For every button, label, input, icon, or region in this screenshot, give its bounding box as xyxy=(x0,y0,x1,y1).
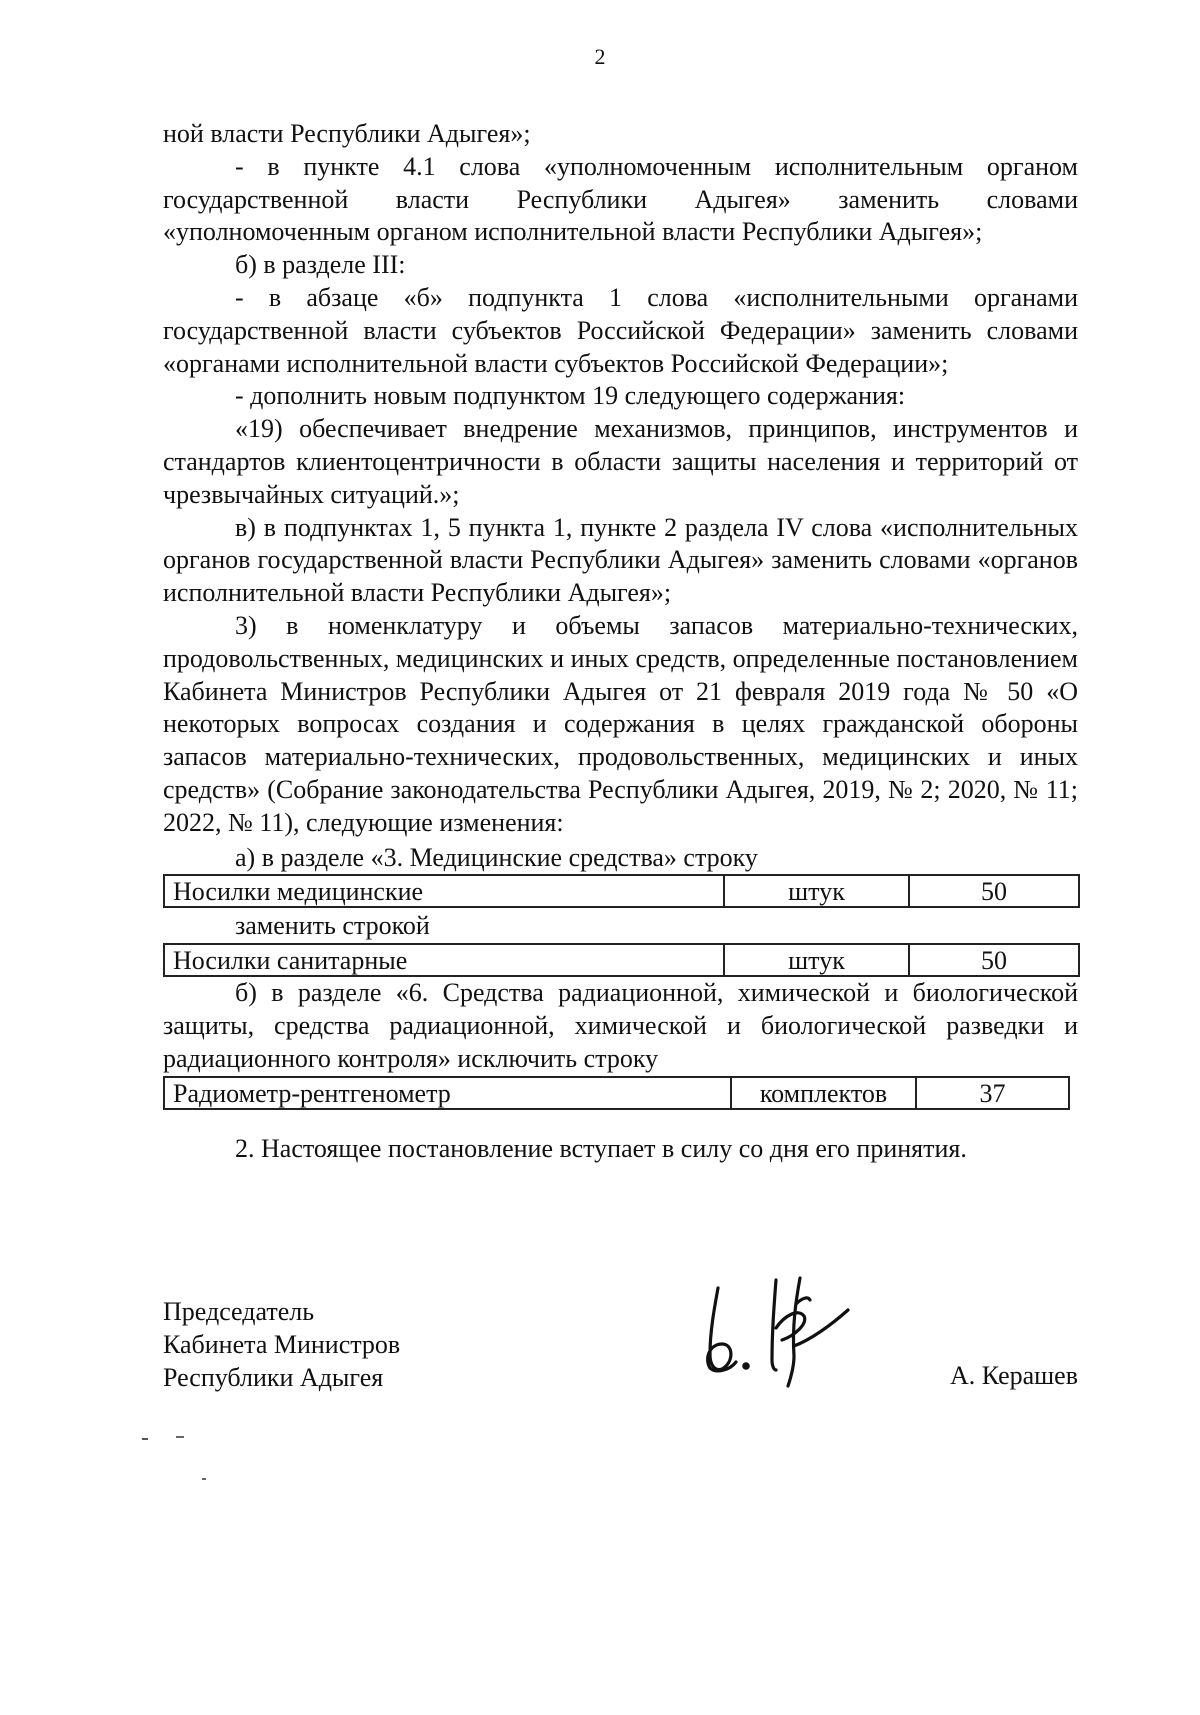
item-name-cell: Носилки санитарные xyxy=(164,944,724,976)
table-medical-stretchers xyxy=(163,874,1080,908)
quantity-cell: 50 xyxy=(909,944,1079,976)
item-name-cell: Радиометр-рентгенометр xyxy=(164,1077,731,1109)
paragraph: б) в разделе III: xyxy=(235,250,406,280)
signer-title xyxy=(163,1295,400,1394)
page-number: 2 xyxy=(594,44,606,69)
paragraph: заменить строкой xyxy=(235,911,430,941)
handwritten-signature xyxy=(680,1270,870,1400)
signer-title-line: Председатель xyxy=(163,1297,315,1326)
table-row xyxy=(164,1077,1069,1109)
paragraph: 3) в номенклатуру и объемы запасов материально-технических, продовольственных, медицинских и иных средств, определенные постановлением Кабинета Министров Республики Адыгея от 21 февраля 2019 года № 50 «О некоторых вопросах создания и содержания в целях гражданской обороны запасов материально-технических, продовольственных, медицинских и иных средств» (Собрание законодательства Республики Адыгея, 2019, № 2; 2020, № 11; 2022, № 11), следующие изменения: xyxy=(163,610,1078,837)
paragraph: б) в разделе «6. Средства радиационной, химической и биологической защиты, средства радиационной, химической и биологической разведки и радиационного контроля» исключить строку xyxy=(163,978,1078,1073)
paragraph: ной власти Республики Адыгея»; xyxy=(163,119,531,148)
unit-cell: комплектов xyxy=(731,1077,916,1109)
signer-title-line: Кабинета Министров xyxy=(163,1330,401,1359)
final-clause: 2. Настоящее постановление вступает в силу со дня его принятия. xyxy=(235,1134,967,1163)
item-name-cell: Носилки медицинские xyxy=(164,875,724,907)
paragraph: «19) обеспечивает внедрение механизмов, принципов, инструментов и стандартов клиентоцентричности в области защиты населения и территорий от чрезвычайных ситуаций.»; xyxy=(163,414,1078,509)
paragraph: - дополнить новым подпунктом 19 следующего содержания: xyxy=(235,381,906,411)
table-row xyxy=(164,875,1079,907)
document-body xyxy=(163,118,1078,1110)
signer-title-line: Республики Адыгея xyxy=(163,1363,384,1392)
table-sanitary-stretchers xyxy=(163,943,1080,977)
paragraph: - в пункте 4.1 слова «уполномоченным исполнительным органом государственной власти Республики Адыгея» заменить словами «уполномоченным органом исполнительной власти Республики Адыгея»; xyxy=(163,151,1078,247)
quantity-cell: 37 xyxy=(916,1077,1069,1109)
quantity-cell: 50 xyxy=(909,875,1079,907)
signer-name: А. Керашев xyxy=(949,1361,1078,1390)
unit-cell: штук xyxy=(724,875,909,907)
unit-cell: штук xyxy=(724,944,909,976)
paragraph: а) в разделе «3. Медицинские средства» строку xyxy=(235,842,758,872)
table-radiometer xyxy=(163,1076,1070,1110)
paragraph: в) в подпунктах 1, 5 пункта 1, пункте 2 раздела IV слова «исполнительных органов государственной власти Республики Адыгея» заменить словами «органов исполнительной власти Республики Адыгея»; xyxy=(163,512,1078,608)
table-row xyxy=(164,944,1079,976)
paragraph: - в абзаце «б» подпункта 1 слова «исполнительными органами государственной власти субъектов Российской Федерации» заменить словами «органами исполнительной власти субъектов Российской Федерации»; xyxy=(163,282,1078,378)
scan-specks-icon xyxy=(140,1430,220,1490)
